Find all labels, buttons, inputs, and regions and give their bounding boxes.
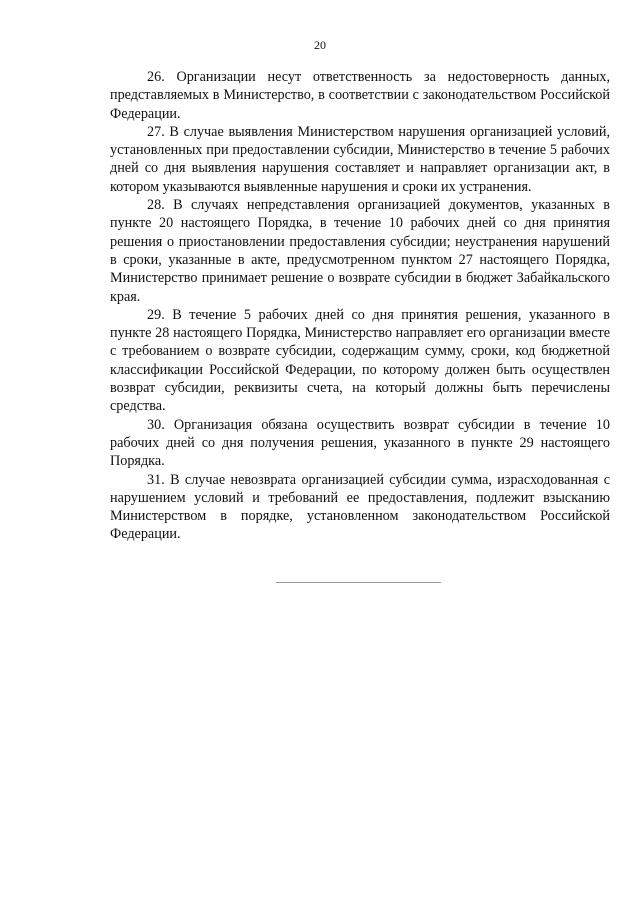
end-separator-line: [276, 582, 441, 583]
paragraph-27: 27. В случае выявления Министерством нарушения организацией условий, установленных при предоставлении субсидии, Министерство в течение 5 рабочих дней со дня выявления нарушения составляет и направляет организации акт, в котором указываются выявленные нарушения и сроки их устранения.: [110, 123, 610, 195]
page-number: 20: [314, 38, 326, 52]
paragraph-29: 29. В течение 5 рабочих дней со дня принятия решения, указанного в пункте 28 настоящего Порядка, Министерство направляет его организации вместе с требованием о возврате субсидии, содержащим сумму, сроки, код бюджетной классификации Российской Федерации, по которому должен быть осуществлен возврат субсидии, реквизиты счета, на который должны быть перечислены средства.: [110, 306, 610, 415]
document-body: [110, 68, 610, 544]
paragraph-31: 31. В случае невозврата организацией субсидии сумма, израсходованная с нарушением условий и требований ее предоставления, подлежит взысканию Министерством в порядке, установленном законодательством Российской Федерации.: [110, 471, 610, 543]
paragraph-26: 26. Организации несут ответственность за недостоверность данных, представляемых в Министерство, в соответствии с законодательством Российской Федерации.: [110, 69, 610, 122]
paragraph-28: 28. В случаях непредставления организацией документов, указанных в пункте 20 настоящего Порядка, в течение 10 рабочих дней со дня принятия решения о приостановлении предоставления субсидии; неустранения нарушений в сроки, указанные в акте, предусмотренном пунктом 27 настоящего Порядка, Министерство принимает решение о возврате субсидии в бюджет Забайкальского края.: [110, 197, 610, 305]
paragraph-30: 30. Организация обязана осуществить возврат субсидии в течение 10 рабочих дней со дня получения решения, указанного в пункте 29 настоящего Порядка.: [110, 416, 610, 470]
